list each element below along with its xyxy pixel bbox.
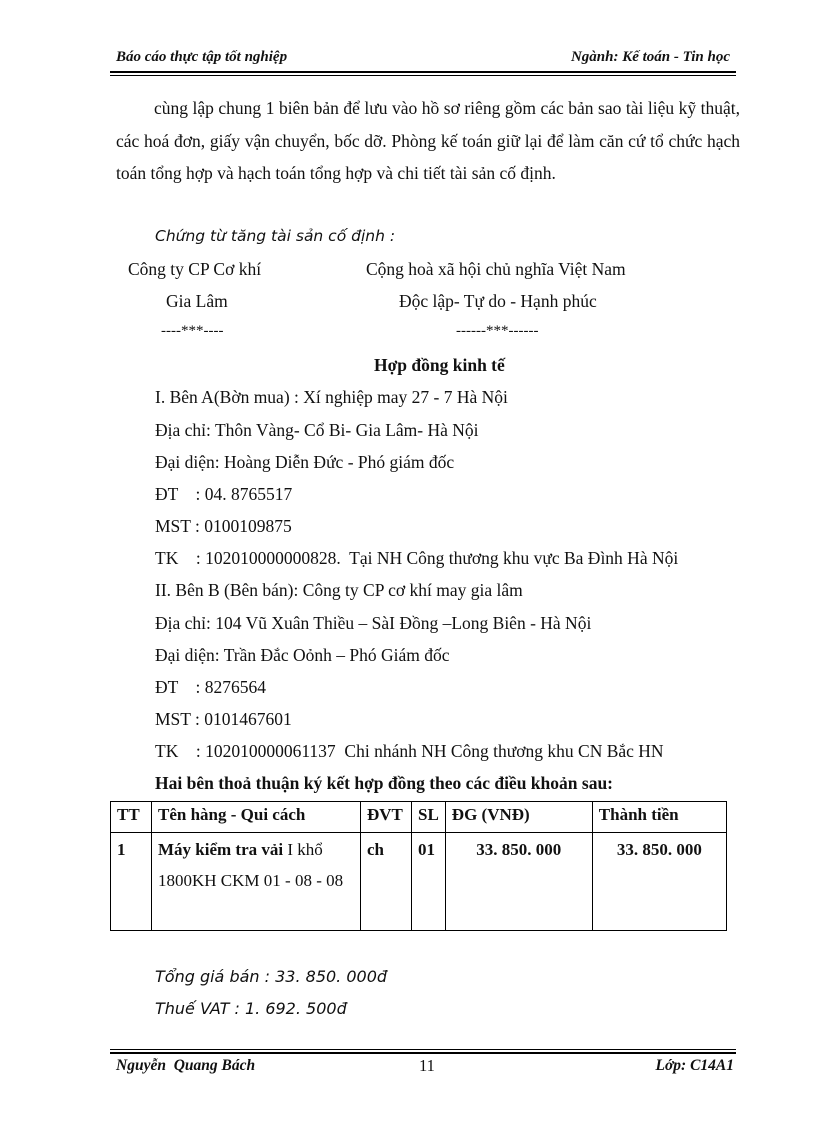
page-number: 11 bbox=[419, 1056, 435, 1075]
agreement-line: Hai bên thoả thuận ký kết hợp đồng theo các điều khoản sau: bbox=[155, 773, 613, 793]
party-a-phone: ĐT : 04. 8765517 bbox=[155, 484, 293, 504]
company-location: Gia Lâm bbox=[166, 291, 228, 311]
footer-rule bbox=[110, 1052, 736, 1054]
row-qty: 01 bbox=[412, 833, 446, 931]
party-b-tax-code: MST : 0101467601 bbox=[155, 709, 292, 729]
col-price: ĐG (VNĐ) bbox=[445, 802, 592, 833]
party-a-heading: I. Bên A(Bờn mua) : Xí nghiệp may 27 - 7 Hà Nội bbox=[155, 387, 508, 407]
footer-rule-thin bbox=[110, 1049, 736, 1050]
header-rule bbox=[110, 71, 736, 73]
col-name: Tên hàng - Qui cách bbox=[152, 802, 361, 833]
party-b-phone: ĐT : 8276564 bbox=[155, 677, 266, 697]
party-a-address: Địa chỉ: Thôn Vàng- Cổ Bi- Gia Lâm- Hà Nội bbox=[155, 420, 479, 440]
goods-table-header bbox=[111, 802, 727, 833]
party-a-account: TK : 102010000000828. Tại NH Công thương khu vực Ba Đình Hà Nội bbox=[155, 548, 679, 568]
row-tt: 1 bbox=[111, 833, 152, 931]
contract-title: Hợp đồng kinh tế bbox=[374, 355, 505, 375]
footer-author: Nguyễn Quang Bách bbox=[116, 1057, 256, 1074]
row-unit: ch bbox=[361, 833, 412, 931]
footer-class: Lớp: C14A1 bbox=[655, 1057, 734, 1074]
party-b-heading: II. Bên B (Bên bán): Công ty CP cơ khí may gia lâm bbox=[155, 580, 523, 600]
col-tt: TT bbox=[111, 802, 152, 833]
header-rule-thin bbox=[110, 75, 736, 76]
party-b-representative: Đại diện: Trần Đắc Oỏnh – Phó Giám đốc bbox=[155, 645, 450, 665]
row-name bbox=[152, 833, 361, 931]
col-total: Thành tiền bbox=[592, 802, 726, 833]
party-b-address: Địa chỉ: 104 Vũ Xuân Thiều – SàI Đồng –Long Biên - Hà Nội bbox=[155, 613, 592, 633]
company-separator: ----***---- bbox=[161, 323, 224, 339]
col-qty: SL bbox=[412, 802, 446, 833]
header-left: Báo cáo thực tập tốt nghiệp bbox=[116, 49, 288, 65]
company-name: Công ty CP Cơ khí bbox=[128, 259, 262, 279]
row-name-rest: I khổ 1800KH CKM 01 - 08 - 08 bbox=[158, 840, 344, 890]
party-a-tax-code: MST : 0100109875 bbox=[155, 516, 292, 536]
party-a-representative: Đại diện: Hoàng Diễn Đức - Phó giám đốc bbox=[155, 452, 455, 472]
total-price: Tổng giá bán : 33. 850. 000đ bbox=[155, 967, 388, 986]
goods-table bbox=[110, 801, 727, 931]
row-total: 33. 850. 000 bbox=[592, 833, 726, 931]
intro-paragraph: cùng lập chung 1 biên bản để lưu vào hồ sơ riêng gồm các bản sao tài liệu kỹ thuật, các hoá đơn, giấy vận chuyển, bốc dỡ. Phòng kế toán giữ lại để làm căn cứ tổ chức hạch toán tổng hợp và hạch toán tổng hợp và chi tiết tài sản cố định. bbox=[116, 98, 740, 183]
table-row bbox=[111, 833, 727, 931]
header-right: Ngành: Kế toán - Tin học bbox=[570, 49, 730, 65]
row-name-bold: Máy kiểm tra vải bbox=[158, 840, 284, 859]
nation-title: Cộng hoà xã hội chủ nghĩa Việt Nam bbox=[366, 259, 626, 279]
col-unit: ĐVT bbox=[361, 802, 412, 833]
section-label: Chứng từ tăng tài sản cố định : bbox=[155, 227, 396, 245]
nation-motto: Độc lập- Tự do - Hạnh phúc bbox=[399, 291, 597, 311]
party-b-account: TK : 102010000061137 Chi nhánh NH Công thương khu CN Bắc HN bbox=[155, 741, 664, 761]
nation-separator: ------***------ bbox=[456, 323, 539, 339]
row-price: 33. 850. 000 bbox=[445, 833, 592, 931]
vat-amount: Thuế VAT : 1. 692. 500đ bbox=[155, 999, 347, 1018]
